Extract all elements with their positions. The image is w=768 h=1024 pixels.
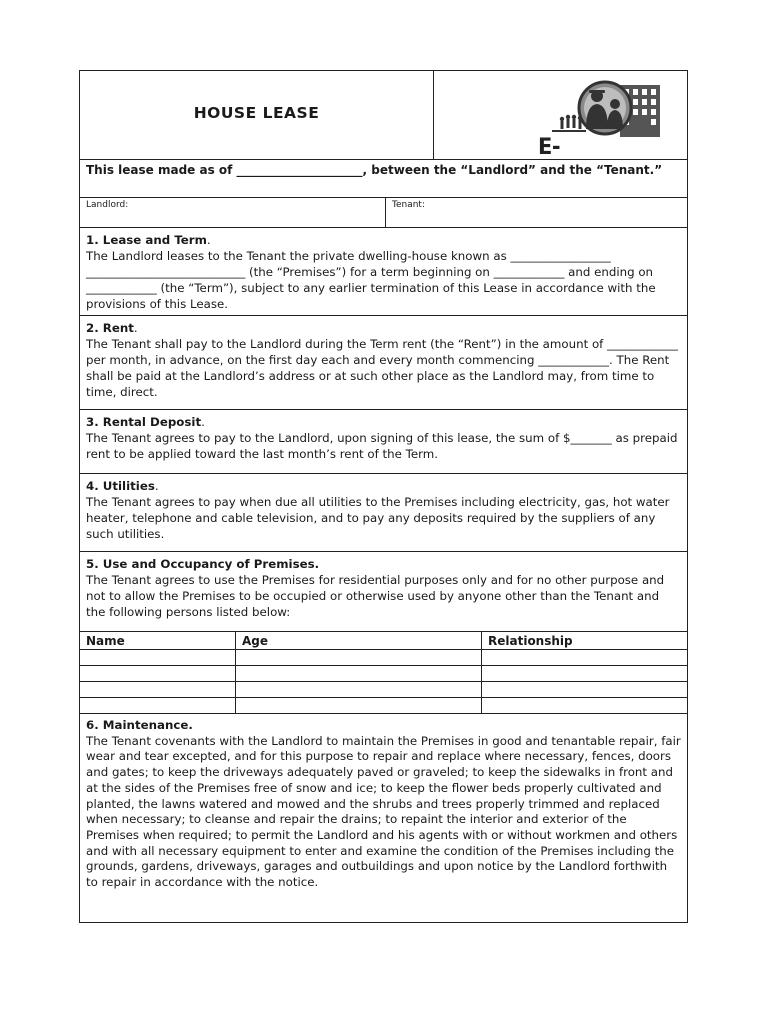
logo-text: E- — [538, 133, 561, 159]
section-heading: 5. Use and Occupancy of Premises. — [86, 557, 320, 571]
relationship-cell[interactable] — [482, 666, 688, 682]
lease-document — [79, 70, 688, 923]
section-maintenance — [80, 714, 687, 922]
age-cell[interactable] — [236, 682, 482, 698]
section-rent — [80, 316, 687, 410]
section-heading: 2. Rent — [86, 321, 134, 335]
section-utilities — [80, 474, 687, 552]
relationship-cell[interactable] — [482, 682, 688, 698]
name-cell[interactable] — [80, 682, 236, 698]
section-heading-suffix: . — [133, 321, 138, 335]
tenant-label: Tenant: — [392, 200, 425, 210]
persons-table — [80, 632, 687, 713]
relationship-cell[interactable] — [482, 650, 688, 666]
section-body: The Tenant shall pay to the Landlord during the Term rent (the “Rent”) in the amount of ____________ per month, in advance, on the first day each and every month commencing ____________. The Rent shall be paid at the Landlord’s address or at such other place as the Landlord may, from time to time, direct. — [86, 337, 678, 399]
table-row — [80, 698, 687, 714]
lease-intro: This lease made as of _____________________, between the “Landlord” and the “Tenant.” — [80, 160, 687, 198]
header-row — [80, 71, 687, 160]
landlord-field[interactable] — [80, 198, 386, 227]
name-cell[interactable] — [80, 666, 236, 682]
name-cell[interactable] — [80, 650, 236, 666]
section-heading: 6. Maintenance. — [86, 718, 193, 732]
parties-row — [80, 198, 687, 228]
section-rental-deposit — [80, 410, 687, 474]
section-heading: 4. Utilities — [86, 479, 155, 493]
age-cell[interactable] — [236, 666, 482, 682]
section-use-and-occupancy — [80, 552, 687, 632]
persons-table-row — [80, 632, 687, 714]
section-heading: 3. Rental Deposit — [86, 415, 202, 429]
name-cell[interactable] — [80, 698, 236, 714]
document-title: HOUSE LEASE — [80, 71, 434, 159]
section-heading-suffix: . — [206, 233, 211, 247]
section-heading: 1. Lease and Term — [86, 233, 207, 247]
column-header-age: Age — [236, 632, 482, 650]
age-cell[interactable] — [236, 650, 482, 666]
table-row — [80, 650, 687, 666]
column-header-relationship: Relationship — [482, 632, 688, 650]
section-body: The Landlord leases to the Tenant the private dwelling-house known as _________________ ___________________________ (the “Premises”) for a term beginning on ____________ and ending on ____________ (the “Term”), subject to any earlier termination of this Lease in accordance with the provisions of this Lease. — [86, 249, 656, 311]
table-row — [80, 682, 687, 698]
section-heading-suffix: . — [201, 415, 205, 429]
section-body: The Tenant agrees to pay when due all utilities to the Premises including electricity, gas, hot water heater, telephone and cable television, and to pay any deposits required by the suppliers of any such utilities. — [86, 495, 670, 541]
tenant-field[interactable] — [386, 198, 431, 227]
table-row — [80, 666, 687, 682]
column-header-name: Name — [80, 632, 236, 650]
landlord-label: Landlord: — [86, 200, 129, 210]
relationship-cell[interactable] — [482, 698, 688, 714]
section-body: The Tenant agrees to use the Premises for residential purposes only and for no other purpose and not to allow the Premises to be occupied or otherwise used by anyone other than the Tenant and the following persons listed below: — [86, 573, 665, 619]
section-body: The Tenant covenants with the Landlord to maintain the Premises in good and tenantable repair, fair wear and tear excepted, and for this purpose to repair and replace where necessary, fences, doors and gates; to keep the driveways adequately paved or graveled; to keep the sidewalks in front and at the sides of the Premises free of snow and ice; to keep the flower beds properly cultivated and planted, the lawns watered and mowed and the shrubs and trees properly trimmed and replaced when necessary; to cleanse and repair the drains; to repaint the interior and exterior of the Premises when required; to permit the Landlord and his agents with or without workmen and others and with all necessary equipment to enter and examine the condition of the Premises including the grounds, gardens, driveways, garages and outbuildings and upon notice by the Landlord forthwith to repair in accordance with the notice. — [86, 733, 681, 890]
age-cell[interactable] — [236, 698, 482, 714]
section-heading-suffix: . — [154, 479, 159, 493]
logo — [434, 71, 687, 159]
section-lease-and-term — [80, 228, 687, 316]
section-body: The Tenant agrees to pay to the Landlord, upon signing of this lease, the sum of $_______ as prepaid rent to be applied toward the last month’s rent of the Term. — [86, 431, 678, 461]
